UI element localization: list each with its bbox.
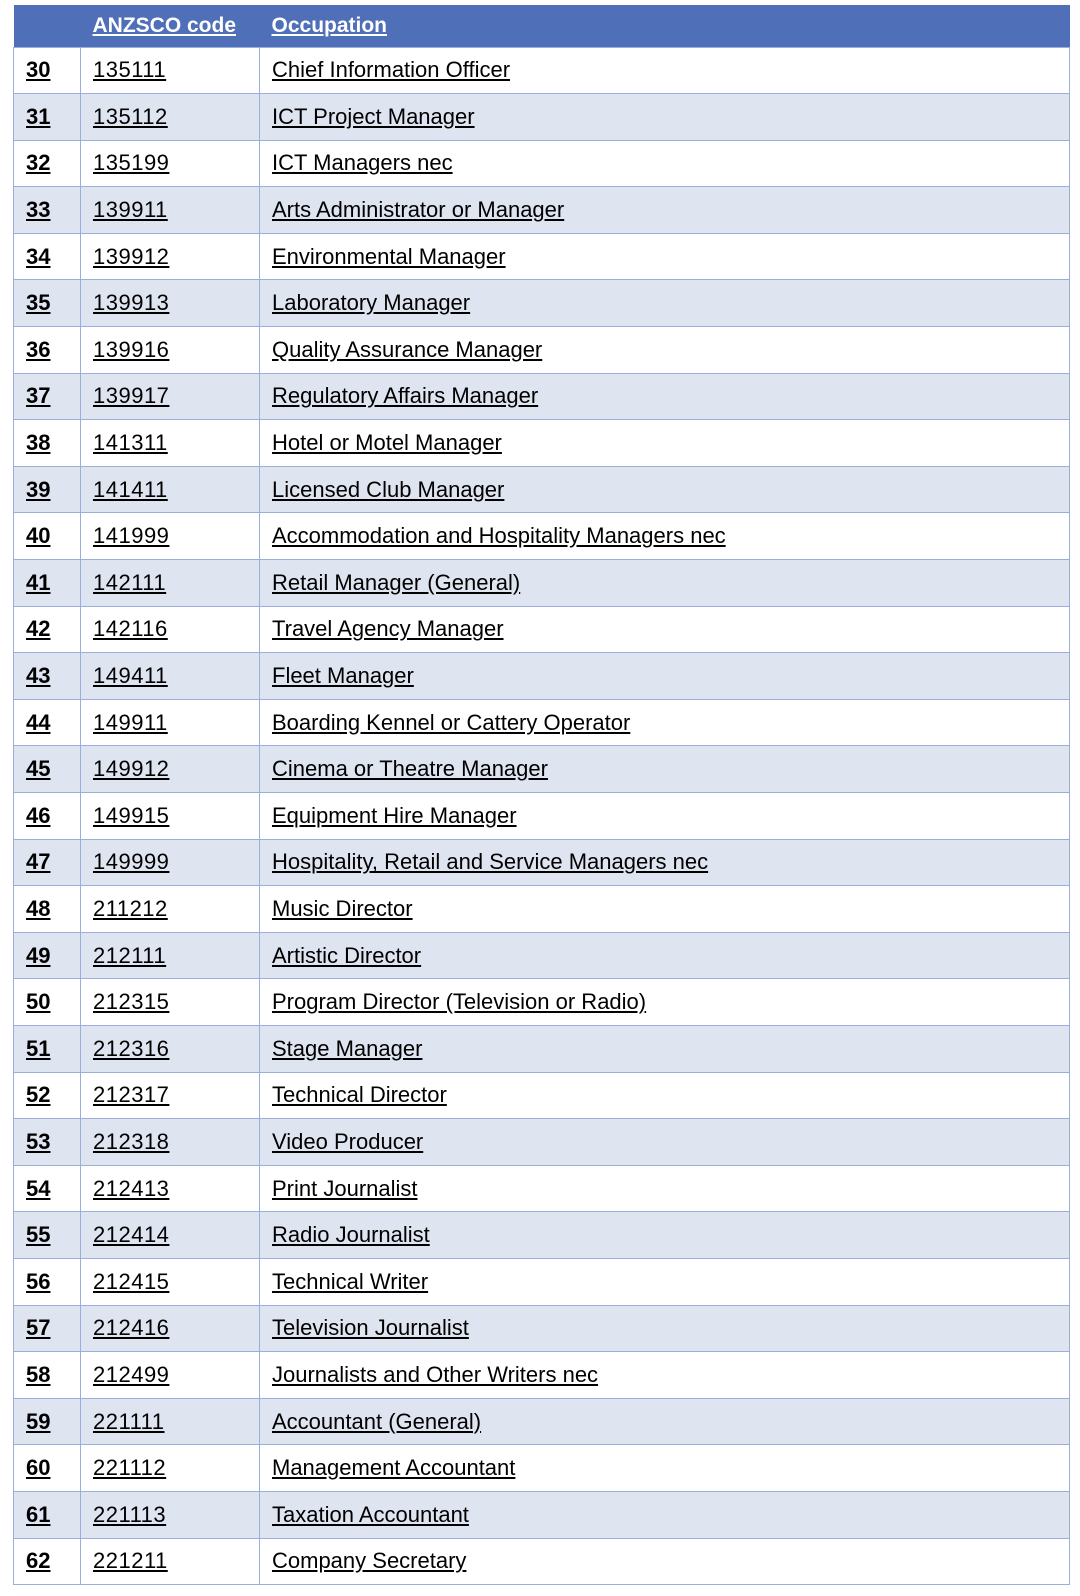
row-number-link[interactable]: 38 (14, 420, 81, 467)
row-number-link[interactable]: 33 (14, 187, 81, 234)
table-row (14, 1072, 1070, 1119)
anzsco-code-link[interactable]: 141411 (81, 466, 260, 513)
row-number-link[interactable]: 47 (14, 839, 81, 886)
row-number-link[interactable]: 52 (14, 1072, 81, 1119)
anzsco-code-link[interactable]: 221111 (81, 1398, 260, 1445)
row-number-link[interactable]: 35 (14, 280, 81, 327)
row-number-link[interactable]: 34 (14, 233, 81, 280)
anzsco-code-link[interactable]: 212414 (81, 1212, 260, 1259)
occupation-link[interactable]: Management Accountant (260, 1445, 1070, 1492)
table-row (14, 466, 1070, 513)
occupation-link[interactable]: Laboratory Manager (260, 280, 1070, 327)
table-row (14, 1165, 1070, 1212)
anzsco-code-link[interactable]: 212413 (81, 1165, 260, 1212)
anzsco-code-link[interactable]: 139912 (81, 233, 260, 280)
row-number-link[interactable]: 32 (14, 140, 81, 187)
row-number-link[interactable]: 30 (14, 47, 81, 94)
occupation-link[interactable]: Artistic Director (260, 932, 1070, 979)
row-number-link[interactable]: 45 (14, 746, 81, 793)
anzsco-code-link[interactable]: 149915 (81, 793, 260, 840)
table-row (14, 420, 1070, 467)
occupation-link[interactable]: Cinema or Theatre Manager (260, 746, 1070, 793)
occupation-link[interactable]: Company Secretary (260, 1538, 1070, 1585)
occupation-link[interactable]: Hospitality, Retail and Service Managers nec (260, 839, 1070, 886)
row-number-link[interactable]: 51 (14, 1025, 81, 1072)
row-number-link[interactable]: 59 (14, 1398, 81, 1445)
anzsco-code-link[interactable]: 149411 (81, 653, 260, 700)
row-number-link[interactable]: 41 (14, 560, 81, 607)
occupation-link[interactable]: Stage Manager (260, 1025, 1070, 1072)
row-number-link[interactable]: 60 (14, 1445, 81, 1492)
row-number-link[interactable]: 55 (14, 1212, 81, 1259)
table-row (14, 280, 1070, 327)
table-row (14, 746, 1070, 793)
row-number-link[interactable]: 43 (14, 653, 81, 700)
occupation-link[interactable]: Equipment Hire Manager (260, 793, 1070, 840)
anzsco-code-link[interactable]: 211212 (81, 886, 260, 933)
anzsco-code-link[interactable]: 139916 (81, 327, 260, 374)
row-number-link[interactable]: 40 (14, 513, 81, 560)
table-body (14, 47, 1070, 1585)
anzsco-code-link[interactable]: 149912 (81, 746, 260, 793)
row-number-link[interactable]: 46 (14, 793, 81, 840)
occupation-link[interactable]: Hotel or Motel Manager (260, 420, 1070, 467)
table-row (14, 1119, 1070, 1166)
anzsco-code-link[interactable]: 135199 (81, 140, 260, 187)
table-row (14, 187, 1070, 234)
table-row (14, 839, 1070, 886)
anzsco-code-link[interactable]: 149999 (81, 839, 260, 886)
row-number-link[interactable]: 42 (14, 606, 81, 653)
occupation-link[interactable]: Quality Assurance Manager (260, 327, 1070, 374)
row-number-link[interactable]: 31 (14, 94, 81, 141)
occupation-link[interactable]: Television Journalist (260, 1305, 1070, 1352)
header-number (14, 5, 81, 47)
anzsco-code-link[interactable]: 135112 (81, 94, 260, 141)
anzsco-code-link[interactable]: 212315 (81, 979, 260, 1026)
table-row (14, 1398, 1070, 1445)
row-number-link[interactable]: 54 (14, 1165, 81, 1212)
table-row (14, 1352, 1070, 1399)
row-number-link[interactable]: 37 (14, 373, 81, 420)
row-number-link[interactable]: 53 (14, 1119, 81, 1166)
table-row (14, 560, 1070, 607)
anzsco-code-link[interactable]: 212499 (81, 1352, 260, 1399)
anzsco-code-link[interactable]: 221112 (81, 1445, 260, 1492)
row-number-link[interactable]: 57 (14, 1305, 81, 1352)
row-number-link[interactable]: 61 (14, 1491, 81, 1538)
row-number-link[interactable]: 62 (14, 1538, 81, 1585)
table-row (14, 47, 1070, 94)
table-row (14, 886, 1070, 933)
row-number-link[interactable]: 39 (14, 466, 81, 513)
anzsco-code-link[interactable]: 212111 (81, 932, 260, 979)
anzsco-code-link[interactable]: 141999 (81, 513, 260, 560)
anzsco-code-link[interactable]: 212316 (81, 1025, 260, 1072)
table-row (14, 932, 1070, 979)
occupation-link[interactable]: Journalists and Other Writers nec (260, 1352, 1070, 1399)
row-number-link[interactable]: 50 (14, 979, 81, 1026)
occupation-link[interactable]: ICT Managers nec (260, 140, 1070, 187)
occupation-link[interactable]: Print Journalist (260, 1165, 1070, 1212)
anzsco-code-link[interactable]: 139913 (81, 280, 260, 327)
header-occupation[interactable]: Occupation (271, 13, 388, 37)
occupation-link[interactable]: Technical Writer (260, 1258, 1070, 1305)
table-row (14, 606, 1070, 653)
table-row (14, 1491, 1070, 1538)
anzsco-code-link[interactable]: 149911 (81, 699, 260, 746)
header-anzsco-code[interactable]: ANZSCO code (92, 13, 237, 37)
table-row (14, 1445, 1070, 1492)
anzsco-code-link[interactable]: 139911 (81, 187, 260, 234)
table-row (14, 233, 1070, 280)
row-number-link[interactable]: 44 (14, 699, 81, 746)
row-number-link[interactable]: 56 (14, 1258, 81, 1305)
table-row (14, 1305, 1070, 1352)
occupation-link[interactable]: Radio Journalist (260, 1212, 1070, 1259)
occupation-link[interactable]: Program Director (Television or Radio) (260, 979, 1070, 1026)
occupation-link[interactable]: Regulatory Affairs Manager (260, 373, 1070, 420)
anzsco-code-link[interactable]: 221113 (81, 1491, 260, 1538)
table-row (14, 327, 1070, 374)
row-number-link[interactable]: 49 (14, 932, 81, 979)
occupation-link[interactable]: ICT Project Manager (260, 94, 1070, 141)
row-number-link[interactable]: 48 (14, 886, 81, 933)
occupation-link[interactable]: Taxation Accountant (260, 1491, 1070, 1538)
table-row (14, 94, 1070, 141)
table-row (14, 140, 1070, 187)
anzsco-code-link[interactable]: 135111 (81, 47, 260, 94)
occupation-link[interactable]: Video Producer (260, 1119, 1070, 1166)
anzsco-code-link[interactable]: 139917 (81, 373, 260, 420)
occupation-link[interactable]: Chief Information Officer (260, 47, 1070, 94)
table-row (14, 1025, 1070, 1072)
occupation-table (13, 5, 1070, 1585)
occupation-link[interactable]: Accountant (General) (260, 1398, 1070, 1445)
occupation-link[interactable]: Music Director (260, 886, 1070, 933)
row-number-link[interactable]: 58 (14, 1352, 81, 1399)
anzsco-code-link[interactable]: 142116 (81, 606, 260, 653)
occupation-link[interactable]: Accommodation and Hospitality Managers nec (260, 513, 1070, 560)
table-row (14, 653, 1070, 700)
occupation-link[interactable]: Technical Director (260, 1072, 1070, 1119)
occupation-link[interactable]: Boarding Kennel or Cattery Operator (260, 699, 1070, 746)
table-row (14, 979, 1070, 1026)
occupation-link[interactable]: Retail Manager (General) (260, 560, 1070, 607)
table-row (14, 1258, 1070, 1305)
occupation-link[interactable]: Fleet Manager (260, 653, 1070, 700)
occupation-link[interactable]: Arts Administrator or Manager (260, 187, 1070, 234)
table-row (14, 373, 1070, 420)
table-row (14, 1212, 1070, 1259)
table-row (14, 699, 1070, 746)
table-header-row (14, 5, 1070, 47)
anzsco-code-link[interactable]: 142111 (81, 560, 260, 607)
anzsco-code-link[interactable]: 212318 (81, 1119, 260, 1166)
table-row (14, 1538, 1070, 1585)
row-number-link[interactable]: 36 (14, 327, 81, 374)
anzsco-code-link[interactable]: 212416 (81, 1305, 260, 1352)
table-row (14, 793, 1070, 840)
anzsco-code-link[interactable]: 212317 (81, 1072, 260, 1119)
occupation-table-container (13, 5, 1069, 1585)
anzsco-code-link[interactable]: 212415 (81, 1258, 260, 1305)
occupation-link[interactable]: Licensed Club Manager (260, 466, 1070, 513)
anzsco-code-link[interactable]: 221211 (81, 1538, 260, 1585)
occupation-link[interactable]: Environmental Manager (260, 233, 1070, 280)
table-row (14, 513, 1070, 560)
anzsco-code-link[interactable]: 141311 (81, 420, 260, 467)
occupation-link[interactable]: Travel Agency Manager (260, 606, 1070, 653)
